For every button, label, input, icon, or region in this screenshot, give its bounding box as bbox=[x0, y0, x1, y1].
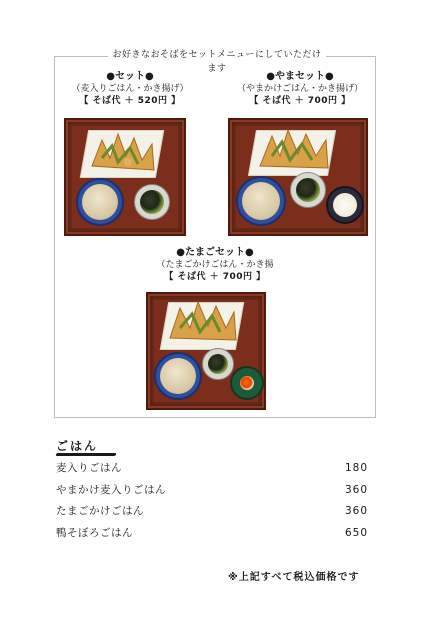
set-photo-tamago bbox=[146, 292, 266, 410]
item-price: 360 bbox=[344, 484, 368, 496]
set-photo-yama bbox=[228, 118, 368, 236]
set-card-basic bbox=[70, 70, 190, 108]
tempura-image bbox=[256, 126, 332, 176]
set-card-yama bbox=[232, 70, 368, 108]
frame-title: お好きなおそばをセットメニューにしていただけます bbox=[108, 48, 326, 62]
item-price: 360 bbox=[344, 505, 368, 517]
rice-section bbox=[56, 437, 372, 539]
set-price: 【 そば代 ＋ 700円 】 bbox=[164, 272, 266, 282]
set-name: ●たまごセット● bbox=[176, 247, 254, 258]
item-name: 鴨そぼろごはん bbox=[56, 527, 133, 539]
rice-item bbox=[56, 482, 372, 498]
set-card-tamago bbox=[140, 246, 290, 284]
tax-note: ※上記すべて税込価格です bbox=[228, 572, 360, 583]
item-name: やまかけ麦入りごはん bbox=[56, 484, 166, 496]
set-description: （やまかけごはん・かき揚げ） bbox=[236, 84, 363, 94]
rice-item bbox=[56, 525, 372, 541]
title-underline bbox=[55, 453, 116, 456]
rice-item bbox=[56, 503, 372, 519]
set-description: （麦入りごはん・かき揚げ） bbox=[71, 84, 189, 94]
set-price: 【 そば代 ＋ 520円 】 bbox=[79, 96, 181, 106]
tempura-image bbox=[166, 298, 240, 348]
item-price: 650 bbox=[344, 527, 368, 539]
set-description: （たまごかけごはん・かき揚 bbox=[156, 260, 274, 270]
item-name: 麦入りごはん bbox=[56, 462, 122, 474]
set-photo-basic bbox=[64, 118, 186, 236]
item-name: たまごかけごはん bbox=[56, 505, 144, 517]
set-name: ●やまセット● bbox=[266, 71, 334, 82]
section-title: ごはん bbox=[56, 437, 372, 455]
tempura-image bbox=[88, 128, 160, 178]
set-name: ●セット● bbox=[106, 71, 154, 82]
rice-item bbox=[56, 460, 372, 476]
item-price: 180 bbox=[344, 462, 368, 474]
set-price: 【 そば代 ＋ 700円 】 bbox=[249, 96, 351, 106]
